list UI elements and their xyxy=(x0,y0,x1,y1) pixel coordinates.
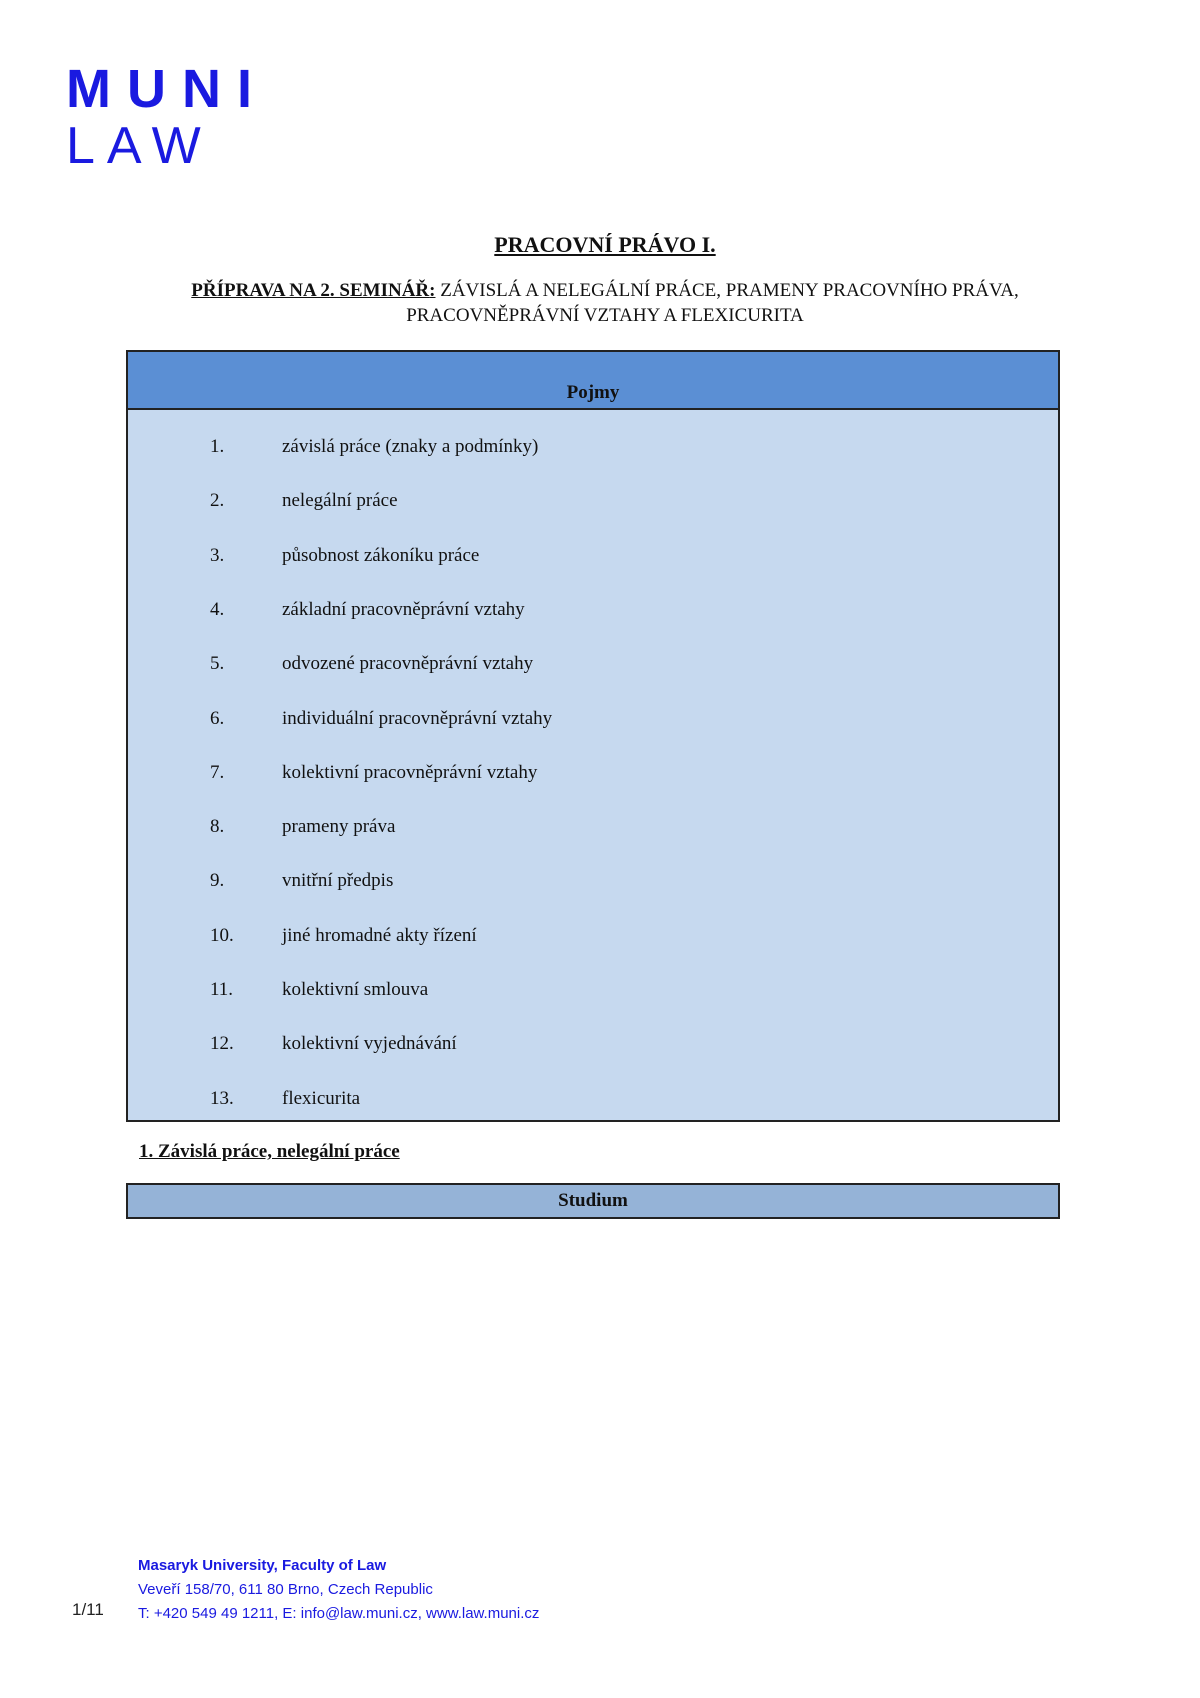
document-subtitle xyxy=(160,278,1050,328)
term-number: 13. xyxy=(210,1087,234,1109)
page-number: 1/11 xyxy=(72,1600,104,1619)
term-number: 12. xyxy=(210,1033,234,1055)
term-number: 3. xyxy=(210,544,225,566)
term-text: individuální pracovněprávní vztahy xyxy=(282,707,553,729)
terms-table xyxy=(126,350,1060,1122)
term-number: 11. xyxy=(210,979,234,1000)
term-text: vnitřní předpis xyxy=(282,870,394,892)
terms-table-header: Pojmy xyxy=(128,352,1058,410)
term-text: odvozené pracovněprávní vztahy xyxy=(282,653,534,675)
term-text: kolektivní smlouva xyxy=(282,979,429,1000)
term-number: 6. xyxy=(210,707,225,729)
term-number: 9. xyxy=(210,870,225,892)
term-text: závislá práce (znaky a podmínky) xyxy=(282,436,539,457)
subtitle-prefix: PŘÍPRAVA NA 2. SEMINÁŘ xyxy=(191,280,430,301)
term-number: 2. xyxy=(210,490,225,512)
term-number: 10. xyxy=(210,924,234,946)
studium-header: Studium xyxy=(126,1183,1060,1219)
term-text: jiné hromadné akty řízení xyxy=(282,924,477,946)
term-text: prameny práva xyxy=(282,816,396,838)
term-text: flexicurita xyxy=(282,1087,361,1109)
term-number: 5. xyxy=(210,653,225,675)
footer-org: Masaryk University, Faculty of Law xyxy=(138,1557,387,1574)
section-heading: 1. Závislá práce, nelegální práce xyxy=(139,1141,400,1162)
term-number: 8. xyxy=(210,816,225,838)
term-text: kolektivní pracovněprávní vztahy xyxy=(282,761,538,783)
term-text: kolektivní vyjednávání xyxy=(282,1033,457,1055)
logo-line-muni: MUNI xyxy=(66,59,268,119)
subtitle-text: ZÁVISLÁ A NELEGÁLNÍ PRÁCE, PRAMENY PRACOVNÍHO PRÁVA, PRACOVNĚPRÁVNÍ VZTAHY A FLEXICURITA xyxy=(406,280,1019,326)
term-number: 4. xyxy=(210,598,225,620)
term-number: 1. xyxy=(210,436,225,457)
logo-line-law: LAW xyxy=(66,117,213,175)
term-text: působnost zákoníku práce xyxy=(282,544,480,566)
footer xyxy=(138,1554,539,1626)
term-number: 7. xyxy=(210,761,225,783)
subtitle-colon: : xyxy=(429,280,436,301)
muni-law-logo xyxy=(66,59,268,175)
footer-address: Veveří 158/70, 611 80 Brno, Czech Republic xyxy=(138,1581,433,1598)
document-title: PRACOVNÍ PRÁVO I. xyxy=(494,232,716,257)
footer-contact: T: +420 549 49 1211, E: info@law.muni.cz, www.law.muni.cz xyxy=(138,1605,540,1622)
term-text: základní pracovněprávní vztahy xyxy=(282,598,525,620)
term-text: nelegální práce xyxy=(282,490,398,512)
